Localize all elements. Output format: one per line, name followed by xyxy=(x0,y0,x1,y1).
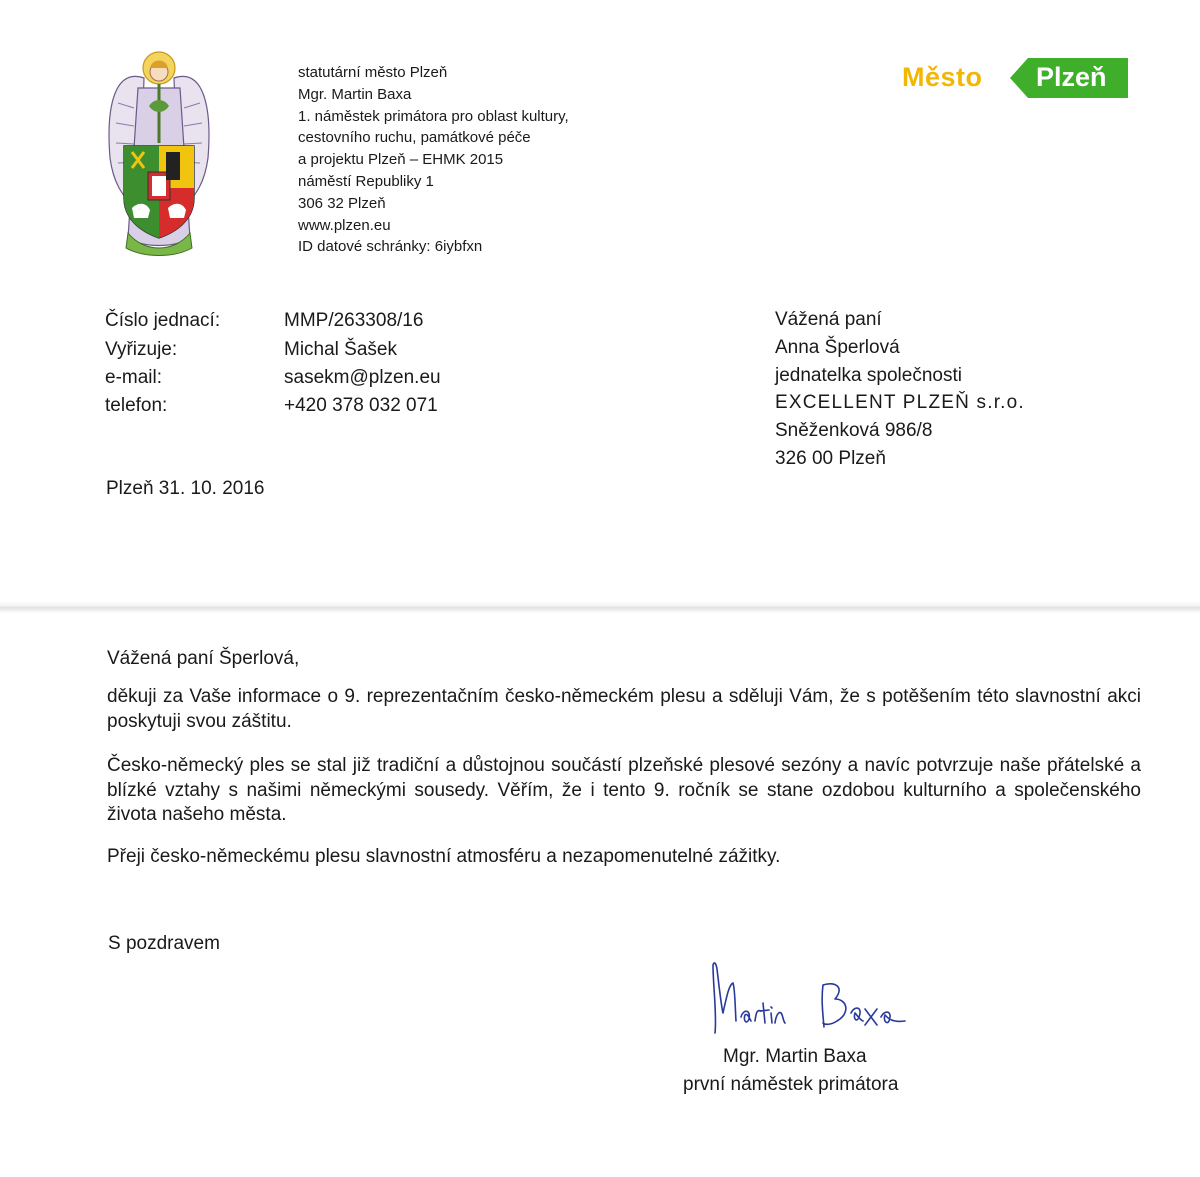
recipient-street: Sněženková 986/8 xyxy=(775,420,933,442)
sender-address-block xyxy=(298,62,569,258)
paper-fold-line xyxy=(0,601,1200,613)
sender-line: cestovního ruchu, památkové péče xyxy=(298,129,531,147)
ref-number-value: MMP/263308/16 xyxy=(284,310,424,331)
signer-name: Mgr. Martin Baxa xyxy=(723,1046,867,1067)
recipient-city: 326 00 Plzeň xyxy=(775,447,886,469)
handwritten-signature xyxy=(705,955,920,1040)
body-paragraph-3: Přeji česko-německému plesu slavnostní atmosféru a nezapomenutelné zážitky. xyxy=(107,846,781,867)
sender-line: statutární město Plzeň xyxy=(298,64,448,81)
logo-word-mesto: Město xyxy=(902,62,983,92)
handler-label: Vyřizuje: xyxy=(105,339,178,360)
email-value: sasekm@plzen.eu xyxy=(284,367,441,388)
recipient-role: jednatelka společnosti xyxy=(775,364,962,386)
phone-label: telefon: xyxy=(105,395,168,416)
sender-line: www.plzen.eu xyxy=(298,216,391,234)
letter-date: Plzeň 31. 10. 2016 xyxy=(106,478,265,499)
logo-word-plzen: Plzeň xyxy=(1036,62,1107,92)
coat-of-arms-emblem xyxy=(104,48,214,258)
phone-value: +420 378 032 071 xyxy=(284,395,438,416)
letter-closing: S pozdravem xyxy=(108,933,220,954)
recipient-greeting: Vážená paní xyxy=(775,309,882,330)
recipient-address-block xyxy=(775,306,1025,473)
letter-salutation: Vážená paní Šperlová, xyxy=(107,648,300,669)
recipient-company: EXCELLENT PLZEŇ s.r.o. xyxy=(775,392,1025,414)
sender-line: náměstí Republiky 1 xyxy=(298,172,434,190)
body-paragraph-2: Česko-německý ples se stal již tradiční a důstojnou součástí plzeňské plesové sezóny a navíc potvrzuje naše přátelské a blízké vztahy s našimi německými sousedy. Věřím, že i tento 9. ročník se stane ozdobou kulturního a společenského života našeho města. xyxy=(107,755,1141,825)
handler-value: Michal Šašek xyxy=(284,339,397,360)
email-label: e-mail: xyxy=(105,367,163,388)
sender-line: 306 32 Plzeň xyxy=(298,194,386,212)
recipient-name: Anna Šperlová xyxy=(775,336,900,358)
ref-number-label: Číslo jednací: xyxy=(105,310,221,331)
sender-line: ID datové schránky: 6iybfxn xyxy=(298,238,483,256)
sender-line: 1. náměstek primátora pro oblast kultury, xyxy=(298,107,569,125)
body-paragraph-1: děkuji za Vaše informace o 9. reprezentačním česko-německém plesu a sděluji Vám, že s potěšením této slavnostní akci poskytuji svou záštitu. xyxy=(107,686,1141,732)
signer-title: první náměstek primátora xyxy=(683,1074,899,1095)
sender-line: Mgr. Martin Baxa xyxy=(298,85,412,103)
sender-line: a projektu Plzeň – EHMK 2015 xyxy=(298,151,504,169)
